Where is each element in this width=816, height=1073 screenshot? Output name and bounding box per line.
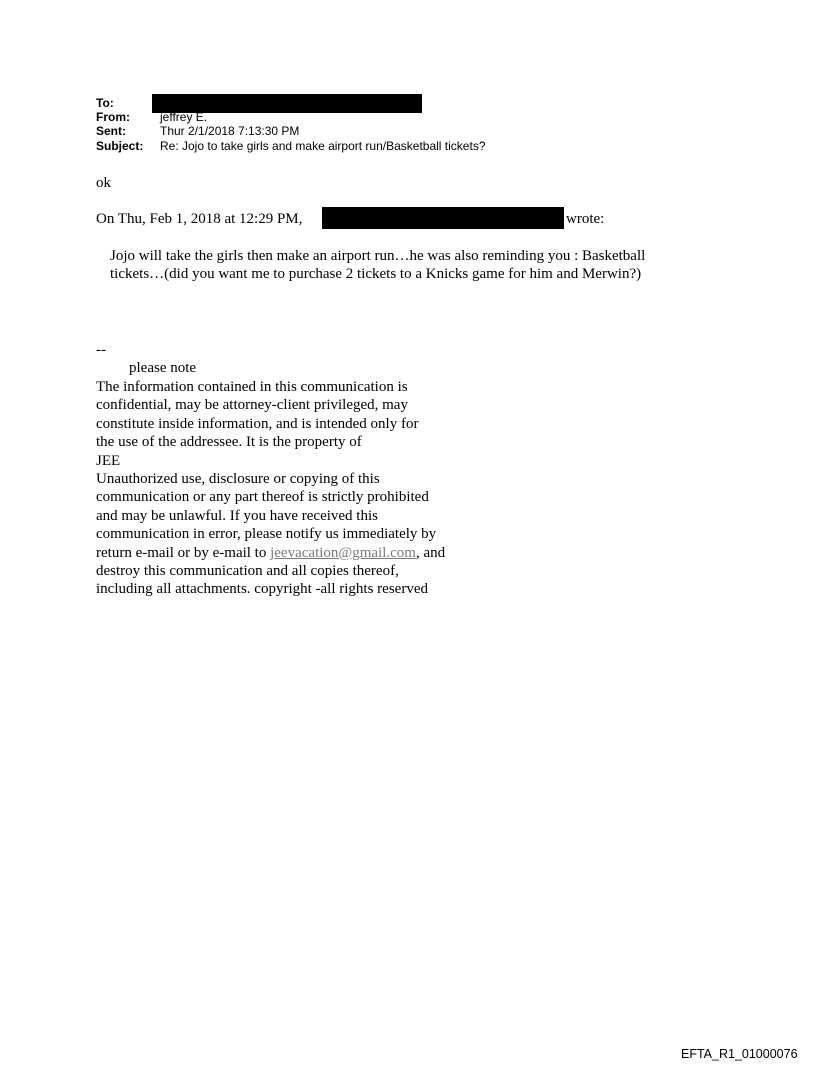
- quoted-message-line-1: Jojo will take the girls then make an airport run…he was also reminding you : Basketball: [110, 248, 646, 264]
- disclaimer-line: including all attachments. copyright -all rights reserved: [96, 581, 428, 598]
- disclaimer-line: communication or any part thereof is strictly prohibited: [96, 489, 429, 506]
- disclaimer-email-line: [96, 544, 516, 562]
- quote-attribution-suffix: wrote:: [566, 211, 605, 227]
- email-line-prefix: return e-mail or by e-mail to: [96, 544, 271, 561]
- disclaimer-line: Unauthorized use, disclosure or copying of this: [96, 471, 380, 488]
- sent-label: Sent:: [96, 124, 126, 138]
- disclaimer-line: communication in error, please notify us immediately by: [96, 526, 437, 543]
- from-label: From:: [96, 110, 130, 124]
- confidentiality-disclaimer: [96, 378, 516, 599]
- email-line-suffix: , and: [415, 544, 446, 561]
- disclaimer-line: constitute inside information, and is intended only for: [96, 415, 419, 432]
- document-id: EFTA_R1_01000076: [681, 1047, 798, 1061]
- signature-separator: --: [96, 342, 106, 358]
- redacted-sender: [322, 207, 564, 229]
- to-label: To:: [96, 96, 114, 110]
- quote-attribution-prefix: On Thu, Feb 1, 2018 at 12:29 PM,: [96, 211, 303, 227]
- reply-text: ok: [96, 175, 111, 191]
- disclaimer-line: the use of the addressee. It is the property of: [96, 434, 362, 451]
- subject-value: Re: Jojo to take girls and make airport run/Basketball tickets?: [160, 139, 486, 153]
- disclaimer-line: JEE: [96, 452, 121, 469]
- email-link[interactable]: jeevacation@gmail.com: [270, 544, 416, 561]
- from-value: jeffrey E.: [160, 110, 208, 124]
- disclaimer-line: and may be unlawful. If you have received this: [96, 507, 378, 524]
- disclaimer-line: confidential, may be attorney-client privileged, may: [96, 397, 408, 414]
- subject-label: Subject:: [96, 139, 144, 153]
- sent-value: Thur 2/1/2018 7:13:30 PM: [160, 124, 300, 138]
- disclaimer-line: The information contained in this communication is: [96, 379, 408, 395]
- disclaimer-line: destroy this communication and all copies thereof,: [96, 563, 399, 580]
- signature-note: please note: [129, 360, 197, 376]
- quoted-message-line-2: tickets…(did you want me to purchase 2 tickets to a Knicks game for him and Merwin?): [110, 266, 642, 282]
